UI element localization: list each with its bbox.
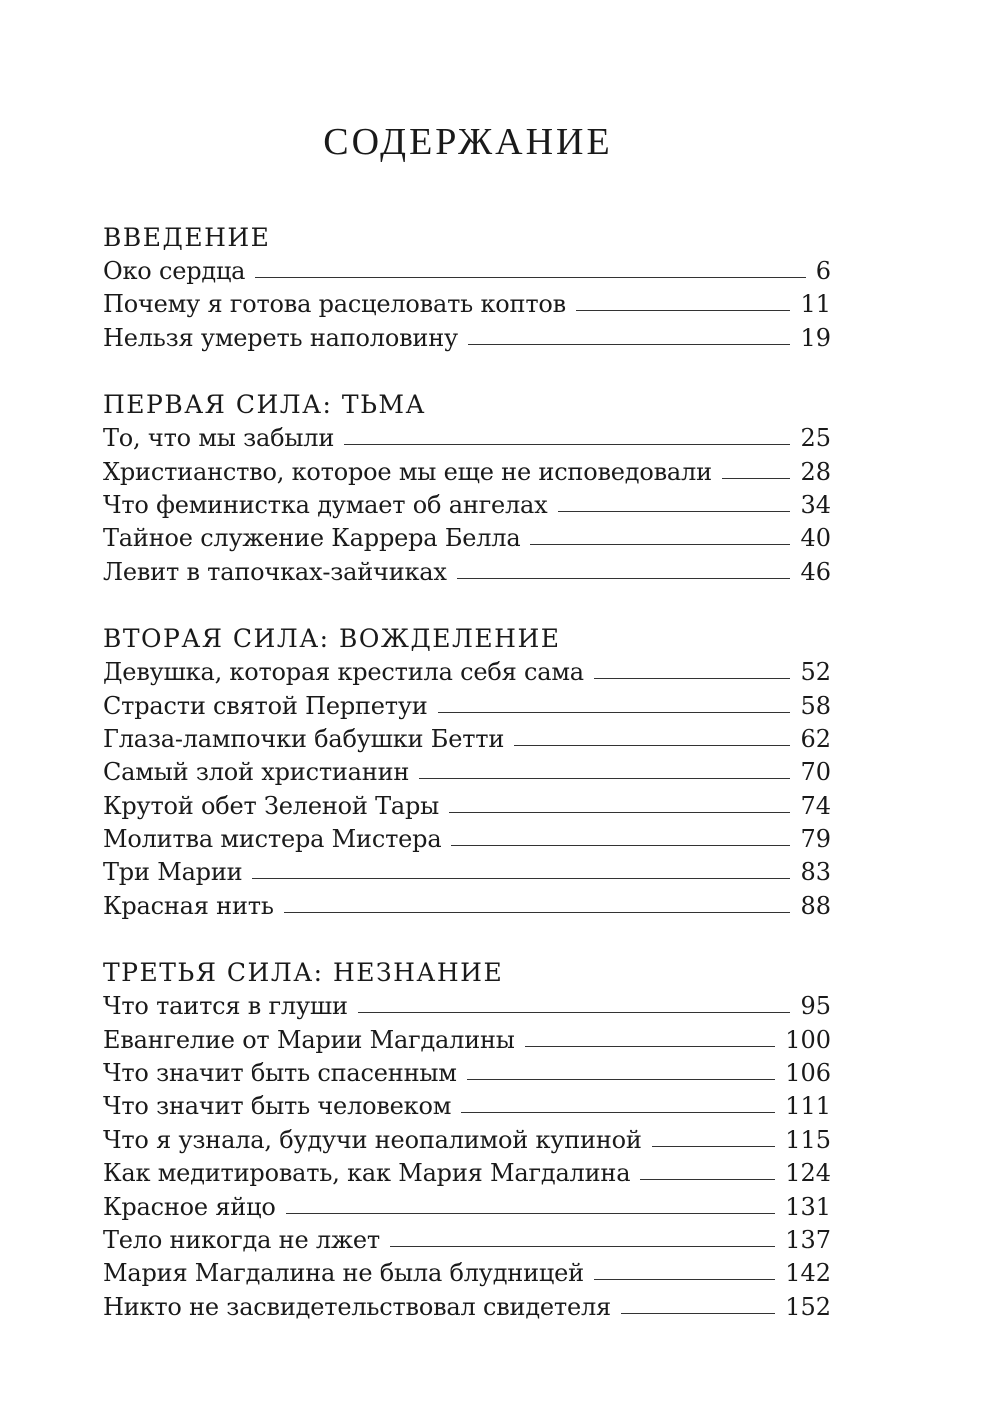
dot-leader <box>457 578 791 579</box>
toc-section-third-power <box>103 956 831 1324</box>
toc-entry[interactable] <box>103 1157 831 1190</box>
toc-entry[interactable] <box>103 522 831 555</box>
entry-title: Христианство, которое мы еще не исповедовали <box>103 457 712 486</box>
toc-entry[interactable] <box>103 1090 831 1123</box>
entry-title: Что я узнала, будучи неопалимой купиной <box>103 1125 642 1154</box>
entry-title: Левит в тапочках-зайчиках <box>103 557 447 586</box>
toc-entry[interactable] <box>103 1057 831 1090</box>
toc-entry[interactable] <box>103 690 831 723</box>
toc-entry[interactable] <box>103 489 831 522</box>
entry-title: Молитва мистера Мистера <box>103 825 442 854</box>
toc-entry[interactable] <box>103 255 831 288</box>
entry-title: Почему я готова расцеловать коптов <box>103 290 566 319</box>
dot-leader <box>438 712 791 713</box>
entry-title: Самый злой христианин <box>103 758 410 787</box>
dot-leader <box>468 344 791 345</box>
entry-page-number: 142 <box>785 1259 831 1288</box>
entry-title: Евангелие от Марии Магдалины <box>103 1025 515 1054</box>
entry-page-number: 124 <box>785 1159 831 1188</box>
dot-leader <box>640 1179 775 1180</box>
toc-entry[interactable] <box>103 756 831 789</box>
entry-title: Красная нить <box>103 891 274 920</box>
entry-page-number: 34 <box>800 490 831 519</box>
entry-page-number: 100 <box>785 1025 831 1054</box>
entry-title: Тайное служение Каррера Белла <box>103 524 521 553</box>
toc-entry[interactable] <box>103 1257 831 1290</box>
dot-leader <box>722 478 791 479</box>
entry-title: Никто не засвидетельствовал свидетеля <box>103 1292 612 1321</box>
toc-entry[interactable] <box>103 556 831 589</box>
entry-title: Страсти святой Перпетуи <box>103 691 428 720</box>
entry-title: Красное яйцо <box>103 1192 276 1221</box>
dot-leader <box>576 310 790 311</box>
entry-title: Три Марии <box>103 858 243 887</box>
dot-leader <box>467 1079 775 1080</box>
dot-leader <box>525 1046 775 1047</box>
entry-page-number: 83 <box>800 858 831 887</box>
toc-entry[interactable] <box>103 1191 831 1224</box>
entry-page-number: 74 <box>800 791 831 820</box>
dot-leader <box>652 1146 776 1147</box>
entry-page-number: 115 <box>785 1125 831 1154</box>
dot-leader <box>621 1313 775 1314</box>
entry-title: Крутой обет Зеленой Тары <box>103 791 440 820</box>
section-heading: ТРЕТЬЯ СИЛА: НЕЗНАНИЕ <box>103 958 504 988</box>
entry-page-number: 58 <box>800 691 831 720</box>
entry-page-number: 62 <box>800 724 831 753</box>
entry-page-number: 88 <box>800 891 831 920</box>
dot-leader <box>255 277 805 278</box>
dot-leader <box>451 845 790 846</box>
dot-leader <box>594 678 791 679</box>
entry-page-number: 131 <box>785 1192 831 1221</box>
entry-page-number: 11 <box>800 290 831 319</box>
entry-page-number: 152 <box>785 1292 831 1321</box>
section-heading: ПЕРВАЯ СИЛА: ТЬМА <box>103 390 426 420</box>
entry-title: Око сердца <box>103 257 246 285</box>
table-of-contents <box>103 221 831 1357</box>
entry-page-number: 6 <box>815 257 831 285</box>
entry-page-number: 19 <box>800 323 831 352</box>
entry-page-number: 28 <box>800 457 831 486</box>
entry-title: Что феминистка думает об ангелах <box>103 490 548 519</box>
entry-page-number: 95 <box>800 992 831 1021</box>
entry-page-number: 106 <box>785 1059 831 1088</box>
entry-page-number: 25 <box>800 424 831 453</box>
section-heading: ВТОРАЯ СИЛА: ВОЖДЕЛЕНИЕ <box>103 624 561 654</box>
toc-entry[interactable] <box>103 422 831 455</box>
entry-title: Нельзя умереть наполовину <box>103 323 458 352</box>
dot-leader <box>530 544 790 545</box>
dot-leader <box>358 1012 791 1013</box>
toc-entry[interactable] <box>103 890 831 923</box>
entry-title: Что значит быть спасенным <box>103 1059 457 1088</box>
toc-section-first-power <box>103 388 831 589</box>
toc-section-introduction <box>103 221 831 355</box>
dot-leader <box>449 812 790 813</box>
entry-title: Мария Магдалина не была блудницей <box>103 1259 584 1288</box>
toc-entry[interactable] <box>103 790 831 823</box>
section-heading: ВВЕДЕНИЕ <box>103 223 271 252</box>
entry-title: Что значит быть человеком <box>103 1092 452 1121</box>
toc-entry[interactable] <box>103 856 831 889</box>
entry-page-number: 46 <box>800 557 831 586</box>
entry-page-number: 111 <box>785 1092 831 1121</box>
dot-leader <box>252 878 790 879</box>
dot-leader <box>344 444 790 445</box>
entry-page-number: 79 <box>800 825 831 854</box>
toc-entry[interactable] <box>103 1124 831 1157</box>
entry-page-number: 40 <box>800 524 831 553</box>
dot-leader <box>419 778 790 779</box>
toc-entry[interactable] <box>103 1291 831 1324</box>
toc-entry[interactable] <box>103 990 831 1023</box>
page-title: СОДЕРЖАНИЕ <box>323 121 613 163</box>
toc-entry[interactable] <box>103 1224 831 1257</box>
toc-entry[interactable] <box>103 723 831 756</box>
entry-page-number: 137 <box>785 1225 831 1254</box>
toc-entry[interactable] <box>103 288 831 321</box>
dot-leader <box>286 1213 776 1214</box>
toc-entry[interactable] <box>103 823 831 856</box>
dot-leader <box>461 1112 775 1113</box>
dot-leader <box>594 1279 775 1280</box>
dot-leader <box>284 912 791 913</box>
dot-leader <box>390 1246 775 1247</box>
entry-title: То, что мы забыли <box>103 424 335 453</box>
toc-section-second-power <box>103 622 831 923</box>
dot-leader <box>514 745 790 746</box>
toc-entry[interactable] <box>103 322 831 355</box>
entry-title: Как медитировать, как Мария Магдалина <box>103 1159 631 1188</box>
toc-entry[interactable] <box>103 456 831 489</box>
entry-title: Глаза-лампочки бабушки Бетти <box>103 724 505 753</box>
toc-entry[interactable] <box>103 1024 831 1057</box>
entry-title: Девушка, которая крестила себя сама <box>103 658 584 687</box>
entry-page-number: 52 <box>800 658 831 687</box>
entry-page-number: 70 <box>800 758 831 787</box>
entry-title: Что таится в глуши <box>103 992 348 1021</box>
toc-entry[interactable] <box>103 656 831 689</box>
entry-title: Тело никогда не лжет <box>103 1225 380 1254</box>
dot-leader <box>558 511 791 512</box>
